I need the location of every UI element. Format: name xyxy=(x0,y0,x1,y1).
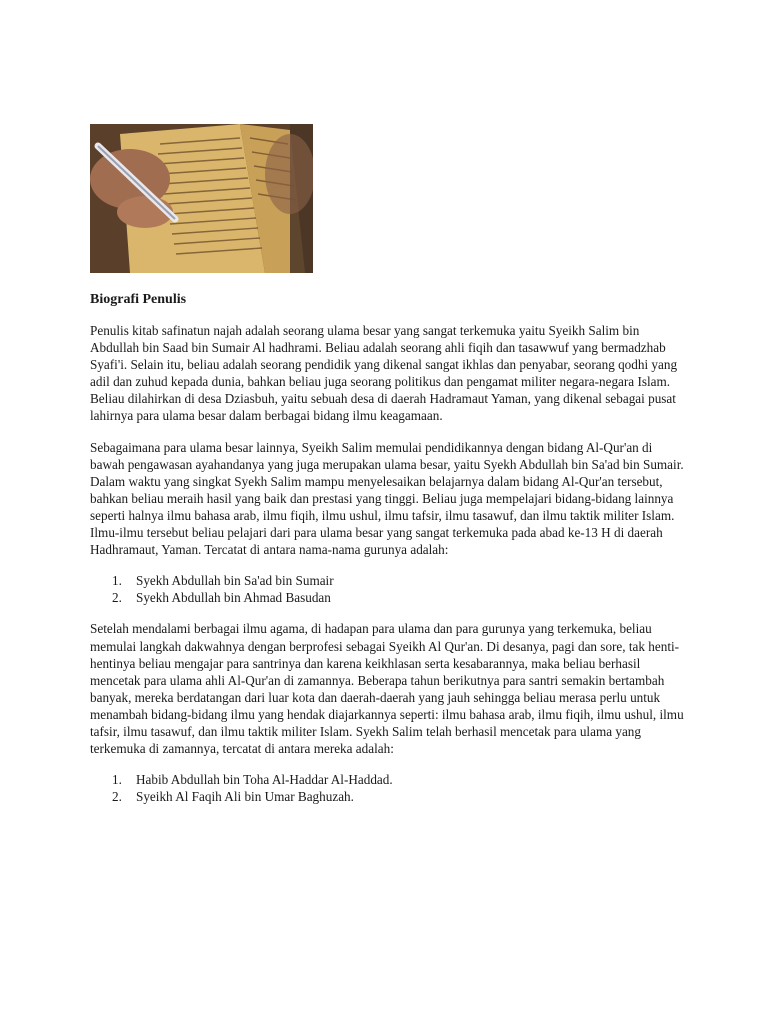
list-item xyxy=(90,589,690,606)
students-list xyxy=(90,771,690,805)
list-item-text: Habib Abdullah bin Toha Al-Haddar Al-Haddad. xyxy=(136,772,393,788)
list-number: 2. xyxy=(112,789,122,805)
paragraph-dakwah: Setelah mendalami berbagai ilmu agama, di hadapan para ulama dan para gurunya yang terkemuka, beliau memulai langkah dakwahnya dengan berprofesi sebagai Syeikh Al Qur'an. Di desanya, pagi dan sore, tak henti-hentinya beliau mengajar para santrinya dan karena keikhlasan serta kesabarannya, maka beliau berhasil mencetak para ulama ahli Al-Qur'an di zamannya. Beberapa tahun berikutnya para santri semakin bertambah banyak, mereka berdatangan dari luar kota dan daerah-daerah yang jauh sehingga beliau merasa perlu untuk menambah bidang-bidang ilmu yang hendak diajarkannya seperti: ilmu bahasa arab, ilmu fiqih, ilmu ushul, ilmu tafsir, ilmu tasawuf, dan ilmu taktik militer Islam. Syekh Salim telah berhasil mencetak para ulama yang terkemuka di zamannya, tercatat di antara mereka adalah: xyxy=(90,621,684,757)
paragraph-intro: Penulis kitab safinatun najah adalah seorang ulama besar yang sangat terkemuka yaitu Syeikh Salim bin Abdullah bin Saad bin Sumair Al hadhrami. Beliau adalah seorang ahli fiqih dan tasawwuf yang bermadzhab Syafi'i. Selain itu, beliau adalah seorang pendidik yang dikenal sangat ikhlas dan penyabar, seorang qodhi yang adil dan zuhud kepada dunia, bahkan beliau juga seorang politikus dan pengamat militer negara-negara Islam. Beliau dilahirkan di desa Dziasbuh, yaitu sebuah desa di daerah Hadramaut Yaman, yang dikenal sebagai pusat lahirnya para ulama besar dalam berbagai bidang ilmu keagamaan. xyxy=(90,323,678,424)
list-item xyxy=(90,771,690,788)
list-item-text: Syekh Abdullah bin Sa'ad bin Sumair xyxy=(136,573,334,589)
list-item-text: Syekh Abdullah bin Ahmad Basudan xyxy=(136,590,331,606)
list-item-text: Syeikh Al Faqih Ali bin Umar Baghuzah. xyxy=(136,789,354,805)
teachers-list xyxy=(90,572,690,606)
photo-illustration xyxy=(90,124,313,273)
list-number: 2. xyxy=(112,590,122,606)
paragraph-education: Sebagaimana para ulama besar lainnya, Syeikh Salim memulai pendidikannya dengan bidang Al-Qur'an di bawah pengawasan ayahandanya yang juga merupakan ulama besar, yaitu Syekh Abdullah bin Sa'ad bin Sumair. Dalam waktu yang singkat Syekh Salim mampu menyelesaikan belajarnya dalam bidang Al-Qur'an tersebut, bahkan beliau meraih hasil yang baik dan prestasi yang tinggi. Beliau juga mempelajari bidang-bidang lainnya seperti halnya ilmu bahasa arab, ilmu fiqih, ilmu ushul, ilmu tafsir, ilmu tasawuf, dan ilmu taktik militer Islam. Ilmu-ilmu tersebut beliau pelajari dari para ulama besar yang sangat terkemuka pada abad ke-13 H di daerah Hadhramaut, Yaman. Tercatat di antara nama-nama gurunya adalah: xyxy=(90,439,684,558)
list-item xyxy=(90,788,690,805)
list-item xyxy=(90,572,690,589)
list-number: 1. xyxy=(112,573,122,589)
section-title: Biografi Penulis xyxy=(90,292,187,307)
hand-writing-quran-photo xyxy=(90,124,313,273)
document-page xyxy=(90,124,690,805)
list-number: 1. xyxy=(112,772,122,788)
